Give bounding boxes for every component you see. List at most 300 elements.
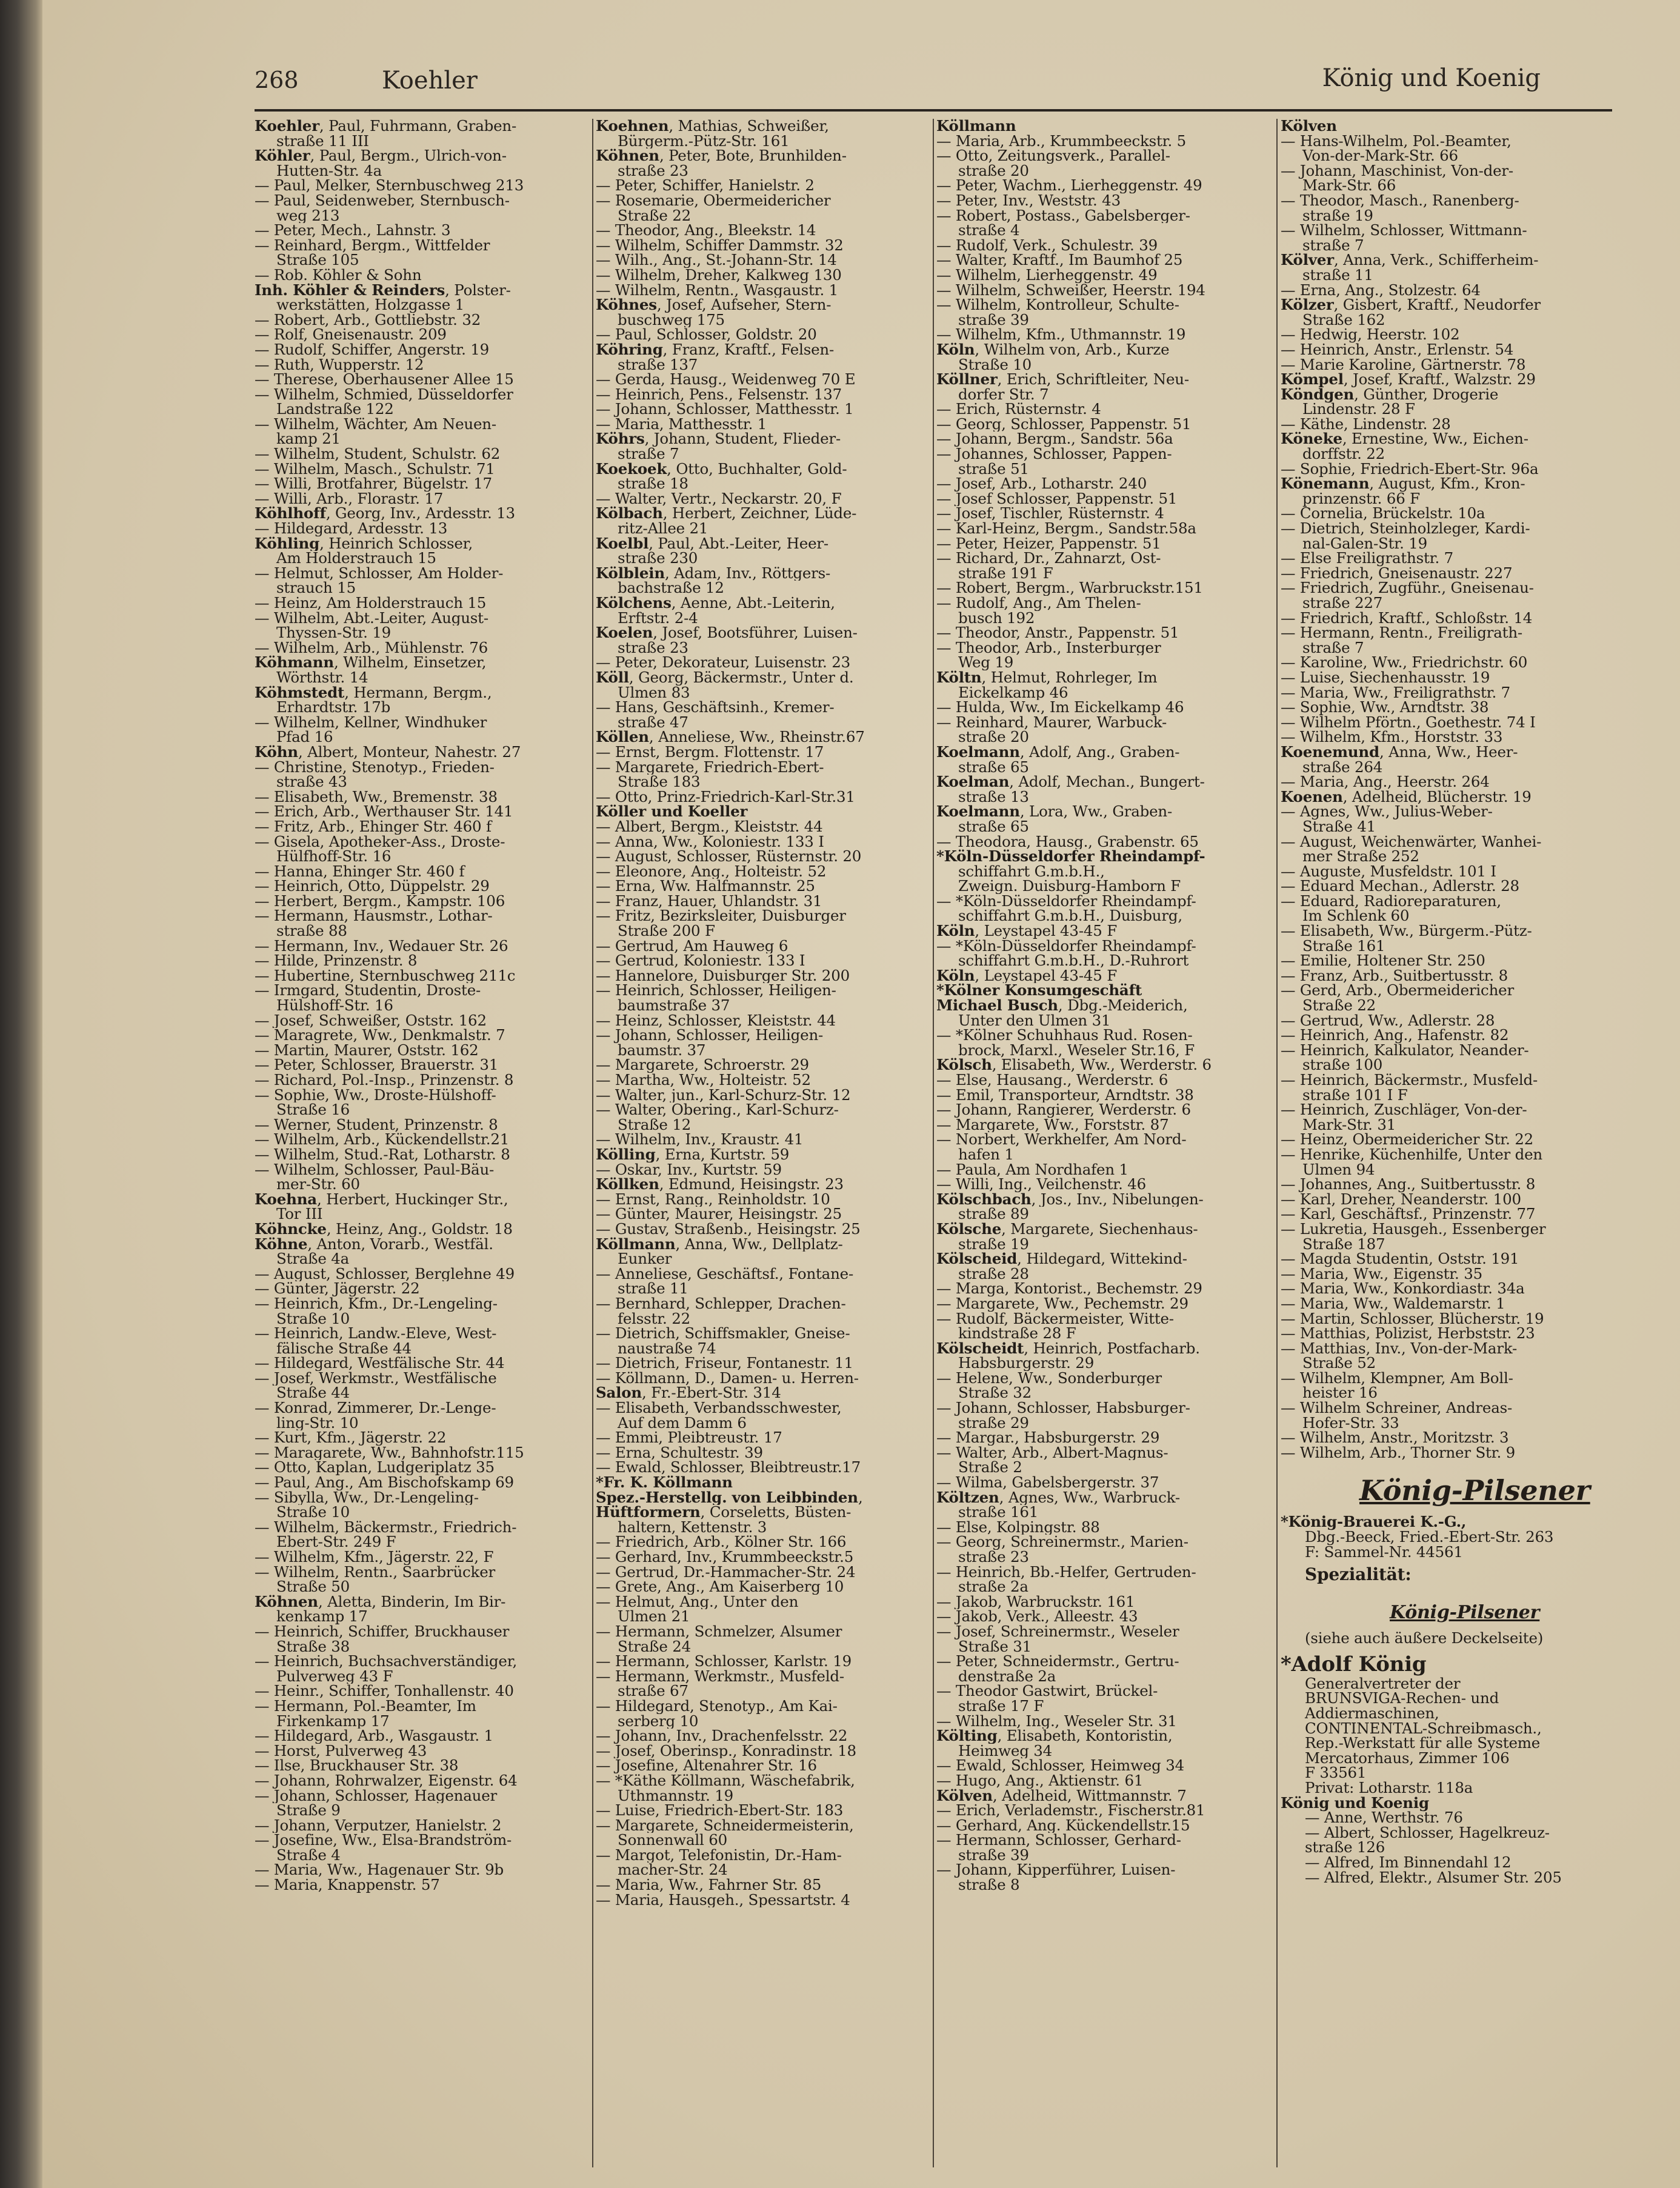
- entry-line: — Maragarete, Ww., Bahnhofstr.115: [255, 1445, 524, 1461]
- entry-line: — Wilhelm, Bäckermstr., Friedrich-: [255, 1519, 517, 1535]
- entry-line: kindstraße 28 F: [958, 1326, 1076, 1341]
- entry-line: — Reinhard, Bergm., Wittfelder: [255, 238, 490, 253]
- book-spine: [0, 0, 42, 2188]
- advert-line: *König-Brauerei K.-G.,: [1281, 1515, 1467, 1531]
- entry-line: — Walter, Obering., Karl-Schurz-: [596, 1102, 839, 1118]
- entry-line: baumstraße 37: [618, 998, 730, 1013]
- entry-line: — Heinrich, Anstr., Erlenstr. 54: [1281, 340, 1514, 358]
- entry-line: — Erna, Ang., Stolzestr. 64: [1281, 281, 1481, 299]
- spezialitaet-label: Spezialität:: [1305, 1564, 1412, 1585]
- entry-line: — Dietrich, Schiffsmakler, Gneise-: [596, 1326, 850, 1341]
- entry-line: Hülshoff-Str. 16: [276, 998, 393, 1013]
- entry-line: — Erna, Schultestr. 39: [596, 1445, 763, 1461]
- entry-line: Am Holderstrauch 15: [276, 551, 436, 566]
- entry-line: Straße 44: [276, 1386, 350, 1401]
- entry-line: Kölven: [1281, 119, 1337, 135]
- entry-line: — Albert, Bergm., Kleiststr. 44: [596, 819, 823, 835]
- entry-line: straße 39: [958, 312, 1029, 328]
- entry-line: — Georg, Schreinermstr., Marien-: [936, 1535, 1188, 1550]
- entry-line: Kölschbach, Jos., Inv., Nibelungen-: [936, 1192, 1204, 1207]
- entry-line: Ulmen 83: [618, 685, 690, 701]
- entry-line: Auf dem Damm 6: [618, 1415, 747, 1431]
- entry-line: — Köllmann, D., Damen- u. Herren-: [596, 1370, 859, 1386]
- entry-line: Straße 31: [958, 1639, 1032, 1655]
- advert-line: Privat: Lotharstr. 118a: [1305, 1778, 1473, 1796]
- entry-line: — Emmi, Pleibtreustr. 17: [596, 1430, 782, 1446]
- entry-line: — Otto, Zeitungsverk., Parallel-: [936, 148, 1170, 164]
- entry-line: straße 264: [1302, 758, 1383, 776]
- entry-line: Koelbl, Paul, Abt.-Leiter, Heer-: [596, 536, 828, 552]
- entry-line: — Peter, Heizer, Pappenstr. 51: [936, 536, 1161, 552]
- advert-line: Dbg.-Beeck, Fried.-Ebert-Str. 263: [1305, 1528, 1554, 1546]
- header-rule: [255, 109, 1612, 112]
- entry-line: — Johann, Bergm., Sandstr. 56a: [936, 432, 1173, 447]
- entry-line: Ulmen 21: [618, 1609, 690, 1624]
- entry-line: — Günter, Maurer, Heisingstr. 25: [596, 1207, 842, 1222]
- entry-line: Pfad 16: [276, 730, 333, 745]
- adolf-koenig-name: *Adolf König: [1281, 1652, 1427, 1676]
- entry-line: — Maria, Ww., Eigenstr. 35: [1281, 1264, 1482, 1282]
- entry-line: — Theodor, Anstr., Pappenstr. 51: [936, 625, 1179, 641]
- entry-line: Straße 4a: [276, 1252, 349, 1267]
- entry-line: Zweign. Duisburg-Hamborn F: [958, 879, 1181, 894]
- entry-line: — Wilhelm, Ing., Weseler Str. 31: [936, 1713, 1177, 1729]
- entry-line: Kölchens, Aenne, Abt.-Leiterin,: [596, 596, 835, 611]
- entry-line: — Walter, Arb., Albert-Magnus-: [936, 1445, 1168, 1461]
- entry-line: Erftstr. 2-4: [618, 610, 698, 626]
- entry-line: Koehler, Paul, Fuhrmann, Graben-: [255, 119, 517, 134]
- entry-line: Straße 10: [958, 357, 1032, 373]
- entry-line: *Kölner Konsumgeschäft: [936, 983, 1142, 999]
- entry-line: — Helmut, Ang., Unter den: [596, 1594, 799, 1610]
- entry-line: Köhler, Paul, Bergm., Ulrich-von-: [255, 148, 507, 164]
- entry-line: straße 20: [958, 163, 1029, 179]
- entry-line: hafen 1: [958, 1147, 1014, 1162]
- advert-line: straße 126: [1305, 1838, 1385, 1856]
- entry-line: — Rudolf, Bäckermeister, Witte-: [936, 1311, 1174, 1327]
- entry-line: Köhling, Heinrich Schlosser,: [255, 536, 473, 552]
- entry-line: — Hulda, Ww., Im Eickelkamp 46: [936, 700, 1184, 715]
- entry-line: — Hermann, Hausmstr., Lothar-: [255, 909, 493, 924]
- entry-line: Kölsch, Elisabeth, Ww., Werderstr. 6: [936, 1058, 1212, 1073]
- entry-line: — Reinhard, Maurer, Warbuck-: [936, 715, 1167, 730]
- entry-line: — Else, Hausang., Werderstr. 6: [936, 1073, 1168, 1088]
- entry-line: — Friedrich, Gneisenaustr. 227: [1281, 564, 1513, 582]
- entry-line: — Gustav, Straßenb., Heisingstr. 25: [596, 1221, 861, 1237]
- entry-line: — Gerd, Arb., Obermeidericher: [1281, 981, 1514, 999]
- entry-line: serberg 10: [618, 1713, 699, 1729]
- entry-line: Kölbach, Herbert, Zeichner, Lüde-: [596, 506, 857, 522]
- entry-line: — Wilhelm, Kfm., Jägerstr. 22, F: [255, 1550, 494, 1565]
- entry-line: — Theodor, Arb., Insterburger: [936, 640, 1161, 656]
- entry-line: — Wilhelm, Wächter, Am Neuen-: [255, 416, 496, 432]
- entry-line: Köhncke, Heinz, Ang., Goldstr. 18: [255, 1221, 513, 1237]
- entry-line: prinzenstr. 66 F: [1302, 489, 1420, 507]
- entry-line: — Margarete, Ww., Forststr. 87: [936, 1117, 1169, 1133]
- entry-line: Hüftformern, Corseletts, Büsten-: [596, 1505, 852, 1520]
- entry-line: — Johannes, Schlosser, Pappen-: [936, 447, 1172, 462]
- entry-line: Wörthstr. 14: [276, 670, 368, 685]
- advert-line: Addiermaschinen,: [1305, 1704, 1439, 1722]
- entry-line: — Auguste, Musfeldstr. 101 I: [1281, 862, 1496, 880]
- entry-line: — Günter, Jägerstr. 22: [255, 1281, 420, 1296]
- entry-line: — Heinrich, Zuschläger, Von-der-: [1281, 1101, 1527, 1119]
- entry-line: Pulverweg 43 F: [276, 1669, 393, 1684]
- entry-line: — Wilhelm, Kfm., Horststr. 33: [1281, 728, 1503, 746]
- entry-line: — Paul, Seidenweber, Sternbusch-: [255, 193, 510, 208]
- entry-line: — Irmgard, Studentin, Droste-: [255, 983, 481, 999]
- entry-line: — Johann, Kipperführer, Luisen-: [936, 1863, 1176, 1878]
- entry-line: — Hedwig, Heerstr. 102: [1281, 325, 1460, 344]
- entry-line: — Else Freiligrathstr. 7: [1281, 549, 1454, 567]
- entry-line: — Johann, Schlosser, Habsburger-: [936, 1401, 1190, 1416]
- entry-line: straße 19: [1302, 206, 1373, 224]
- entry-line: Koenen, Adelheid, Blücherstr. 19: [1281, 787, 1532, 805]
- entry-line: — *Köln-Düsseldorfer Rheindampf-: [936, 938, 1196, 954]
- entry-line: Köhne, Anton, Vorarb., Westfäl.: [255, 1236, 493, 1252]
- entry-line: — Paula, Am Nordhafen 1: [936, 1162, 1128, 1178]
- entry-line: Firkenkamp 17: [276, 1713, 390, 1729]
- page-header: [242, 64, 1619, 103]
- entry-line: — Anneliese, Geschäftsf., Fontane-: [596, 1266, 854, 1282]
- entry-line: Straße 200 F: [618, 924, 715, 939]
- entry-line: — *Käthe Köllmann, Wäschefabrik,: [596, 1773, 855, 1789]
- entry-line: straße 8: [958, 1878, 1020, 1893]
- entry-line: naustraße 74: [618, 1341, 716, 1356]
- entry-line: straße 51: [958, 461, 1029, 477]
- entry-line: — Maria, Arb., Krummbeeckstr. 5: [936, 133, 1187, 149]
- entry-line: — Maria, Ww., Freiligrathstr. 7: [1281, 683, 1511, 701]
- entry-line: — Wilhelm, Masch., Schulstr. 71: [255, 461, 495, 477]
- entry-line: — Theodor, Ang., Bleekstr. 14: [596, 223, 816, 238]
- entry-line: straße 7: [1302, 236, 1364, 254]
- entry-line: straße 19: [958, 1236, 1029, 1252]
- entry-line: — Maria, Ww., Fahrner Str. 85: [596, 1878, 822, 1893]
- entry-line: — Friedrich, Arb., Kölner Str. 166: [596, 1535, 847, 1550]
- entry-line: — Luise, Friedrich-Ebert-Str. 183: [596, 1803, 844, 1818]
- entry-line: — Heinrich, Landw.-Eleve, West-: [255, 1326, 497, 1341]
- entry-line: werkstätten, Holzgasse 1: [276, 298, 464, 313]
- entry-line: — Theodor, Masch., Ranenberg-: [1281, 191, 1519, 209]
- running-head-left: Koehler: [382, 67, 478, 95]
- entry-line: heister 16: [1302, 1384, 1378, 1402]
- entry-line: — Margarete, Ww., Pechemstr. 29: [936, 1296, 1188, 1312]
- advert-line: BRUNSVIGA-Rechen- und: [1305, 1689, 1499, 1707]
- entry-line: Koelmann, Adolf, Ang., Graben-: [936, 744, 1180, 760]
- entry-line: — Wilhelm, Arb., Thorner Str. 9: [1281, 1443, 1516, 1461]
- entry-line: — Hans, Geschäftsinh., Kremer-: [596, 700, 835, 715]
- entry-line: — Gerhard, Inv., Krummbeeckstr.5: [596, 1550, 854, 1565]
- entry-line: — Oskar, Inv., Kurtstr. 59: [596, 1162, 782, 1178]
- entry-line: — Johann, Schlosser, Heiligen-: [596, 1028, 824, 1043]
- entry-line: — Ilse, Bruckhauser Str. 38: [255, 1758, 459, 1773]
- advert-line: Rep.-Werkstatt für alle Systeme: [1305, 1734, 1541, 1752]
- entry-line: Köndgen, Günther, Drogerie: [1281, 385, 1499, 403]
- entry-line: — Therese, Oberhausener Allee 15: [255, 372, 514, 387]
- entry-line: — Hermann, Rentn., Freiligrath-: [1281, 624, 1522, 642]
- entry-line: — Josef, Schweißer, Oststr. 162: [255, 1013, 487, 1029]
- advert-line: CONTINENTAL-Schreibmasch.,: [1305, 1719, 1542, 1737]
- entry-line: — Ernst, Bergm. Flottenstr. 17: [596, 744, 824, 760]
- entry-line: Hülfhoff-Str. 16: [276, 849, 392, 864]
- entry-line: Spez.-Herstellg. von Leibbinden,: [596, 1490, 863, 1506]
- entry-line: — Elisabeth, Verbandsschwester,: [596, 1401, 842, 1416]
- entry-line: Bürgerm.-Pütz-Str. 161: [618, 133, 790, 149]
- running-head-right: König und Koenig: [1322, 64, 1541, 92]
- entry-line: — Walter, jun., Karl-Schurz-Str. 12: [596, 1087, 851, 1103]
- entry-line: schiffahrt G.m.b.H., Duisburg,: [958, 909, 1182, 924]
- entry-line: — Heinrich, Kfm., Dr.-Lengeling-: [255, 1296, 498, 1312]
- entry-line: — Matthias, Inv., Von-der-Mark-: [1281, 1339, 1518, 1357]
- brand-logo-koenig-pilsener: König-Pilsener: [1359, 1474, 1590, 1507]
- entry-line: — Gertrud, Am Hauweg 6: [596, 938, 788, 954]
- entry-line: Koenemund, Anna, Ww., Heer-: [1281, 742, 1518, 761]
- entry-line: — Wilhelm, Kontrolleur, Schulte-: [936, 298, 1179, 313]
- entry-line: brock, Marxl., Weseler Str.16, F: [958, 1042, 1195, 1058]
- entry-line: — Josef, Werkmstr., Westfälische: [255, 1370, 497, 1386]
- brand-logo-small: König-Pilsener: [1390, 1602, 1540, 1624]
- entry-line: Köln, Leystapel 43-45 F: [936, 924, 1118, 939]
- entry-line: Straße 161: [1302, 936, 1385, 955]
- entry-line: — Wilhelm, Abt.-Leiter, August-: [255, 610, 488, 626]
- entry-line: Von-der-Mark-Str. 66: [1302, 147, 1458, 165]
- entry-line: — Hermann, Schlosser, Gerhard-: [936, 1833, 1181, 1848]
- entry-line: — Peter, Schneidermstr., Gertru-: [936, 1654, 1179, 1669]
- entry-line: — Rudolf, Ang., Am Thelen-: [936, 596, 1141, 611]
- entry-line: — Lukretia, Hausgeh., Essenberger: [1281, 1219, 1546, 1238]
- entry-line: — Robert, Postass., Gabelsberger-: [936, 208, 1190, 224]
- entry-line: Hofer-Str. 33: [1302, 1413, 1399, 1432]
- entry-line: — Hermann, Schlosser, Karlstr. 19: [596, 1654, 852, 1669]
- entry-line: — Rudolf, Verk., Schulestr. 39: [936, 238, 1158, 253]
- entry-line: — Dietrich, Friseur, Fontanestr. 11: [596, 1356, 853, 1371]
- adolf-koenig-advert: [1281, 1676, 1617, 1796]
- entry-line: — Bernhard, Schlepper, Drachen-: [596, 1296, 846, 1312]
- entry-line: — Karl, Dreher, Neanderstr. 100: [1281, 1190, 1521, 1208]
- entry-line: dorffstr. 22: [1302, 445, 1385, 463]
- entry-line: — Johann, Maschinist, Von-der-: [1281, 161, 1514, 179]
- entry-line: — Hildegard, Arb., Wasgaustr. 1: [255, 1729, 493, 1744]
- entry-line: — Christine, Stenotyp., Frieden-: [255, 759, 495, 775]
- entry-line: straße 7: [1302, 638, 1364, 656]
- entry-line: — Marie Karoline, Gärtnerstr. 78: [1281, 355, 1526, 373]
- entry-line: — Wilma, Gabelsbergerstr. 37: [936, 1475, 1159, 1490]
- entry-line: — Georg, Schlosser, Pappenstr. 51: [936, 416, 1192, 432]
- entry-line: — Hugo, Ang., Aktienstr. 61: [936, 1773, 1144, 1789]
- entry-line: — Fritz, Arb., Ehinger Str. 460 f: [255, 819, 492, 835]
- entry-line: — Eleonore, Ang., Holteistr. 52: [596, 864, 827, 879]
- entry-line: — Sophie, Ww., Arndtstr. 38: [1281, 698, 1489, 716]
- entry-line: — Josef, Oberinsp., Konradinstr. 18: [596, 1743, 856, 1759]
- entry-line: — Hermann, Pol.-Beamter, Im: [255, 1698, 476, 1714]
- advert-line: Mercatorhaus, Zimmer 106: [1305, 1749, 1510, 1767]
- entry-line: — Margarete, Friedrich-Ebert-: [596, 759, 824, 775]
- entry-line: — Marga, Kontorist., Bechemstr. 29: [936, 1281, 1202, 1296]
- page-number: 268: [255, 67, 299, 93]
- entry-line: — Heinrich, Bb.-Helfer, Gertruden-: [936, 1564, 1196, 1580]
- entry-line: Thyssen-Str. 19: [276, 625, 392, 641]
- entry-line: haltern, Kettenstr. 3: [618, 1519, 767, 1535]
- entry-line: straße 11: [618, 1281, 688, 1296]
- entry-line: Köhn, Albert, Monteur, Nahestr. 27: [255, 744, 521, 760]
- entry-line: — Jakob, Verk., Alleestr. 43: [936, 1609, 1138, 1624]
- entry-line: Kölven, Adelheid, Wittmannstr. 7: [936, 1788, 1187, 1804]
- entry-line: — Ruth, Wupperstr. 12: [255, 357, 424, 373]
- entry-line: — Martha, Ww., Holteistr. 52: [596, 1073, 811, 1088]
- entry-line: Eickelkamp 46: [958, 685, 1068, 701]
- entry-line: Költn, Helmut, Rohrleger, Im: [936, 670, 1158, 685]
- entry-line: Köln, Leystapel 43-45 F: [936, 968, 1118, 984]
- entry-line: straße 227: [1302, 594, 1383, 612]
- entry-line: — Wilhelm, Inv., Kraustr. 41: [596, 1132, 804, 1147]
- entry-line: — Willi, Brotfahrer, Bügelstr. 17: [255, 476, 492, 492]
- entry-line: — Emil, Transporteur, Arndtstr. 38: [936, 1087, 1194, 1103]
- entry-line: — Heinrich, Pens., Felsenstr. 137: [596, 387, 842, 402]
- entry-line: — Gertrud, Ww., Adlerstr. 28: [1281, 1011, 1495, 1029]
- entry-line: straße 137: [618, 357, 698, 373]
- entry-line: — Norbert, Werkhelfer, Am Nord-: [936, 1132, 1187, 1147]
- entry-line: — Wilhelm, Rentn., Saarbrücker: [255, 1564, 496, 1580]
- entry-line: — Wilhelm, Dreher, Kalkweg 130: [596, 267, 842, 283]
- entry-line: — Hermann, Inv., Wedauer Str. 26: [255, 938, 508, 954]
- entry-line: — Hilde, Prinzenstr. 8: [255, 953, 418, 969]
- entry-line: — Wilhelm, Anstr., Moritzstr. 3: [1281, 1429, 1509, 1447]
- entry-line: — Maria, Ww., Waldemarstr. 1: [1281, 1294, 1505, 1312]
- entry-line: straße 230: [618, 551, 698, 566]
- entry-line: — Karl, Geschäftsf., Prinzenstr. 77: [1281, 1205, 1536, 1223]
- entry-line: — Rosemarie, Obermeidericher: [596, 193, 831, 208]
- entry-line: — Ewald, Schlosser, Bleibtreustr.17: [596, 1460, 861, 1476]
- entry-line: — Maragrete, Ww., Denkmalstr. 7: [255, 1028, 505, 1043]
- entry-line: — Konrad, Zimmerer, Dr.-Lenge-: [255, 1401, 496, 1416]
- entry-line: — Peter, Schiffer, Hanielstr. 2: [596, 178, 815, 193]
- entry-line: straße 4: [958, 223, 1020, 238]
- entry-line: straße 29: [958, 1415, 1029, 1431]
- entry-line: Straße 4: [276, 1847, 341, 1863]
- entry-line: — Helmut, Schlosser, Am Holder-: [255, 565, 504, 581]
- entry-line: straße 101 I F: [1302, 1086, 1408, 1104]
- entry-line: Straße 2: [958, 1460, 1022, 1476]
- entry-line: Sonnenwall 60: [618, 1833, 727, 1848]
- entry-line: — Wilhelm, Schmied, Düsseldorfer: [255, 387, 513, 402]
- entry-line: straße 65: [958, 819, 1029, 835]
- entry-line: — Theodor Gastwirt, Brückel-: [936, 1684, 1158, 1699]
- entry-line: felsstr. 22: [618, 1311, 690, 1327]
- entry-line: — Friedrich, Zugführ., Gneisenau-: [1281, 579, 1534, 597]
- entry-line: — Johannes, Ang., Suitbertusstr. 8: [1281, 1175, 1536, 1193]
- entry-line: — Hildegard, Stenotyp., Am Kai-: [596, 1698, 838, 1714]
- entry-line: *Köln-Düsseldorfer Rheindampf-: [936, 849, 1205, 864]
- entry-line: — Josef, Arb., Lotharstr. 240: [936, 476, 1147, 492]
- entry-line: straße 18: [618, 476, 688, 492]
- advert-line: — Albert, Schlosser, Hagelkreuz-: [1305, 1823, 1550, 1841]
- entry-line: — Martin, Schlosser, Blücherstr. 19: [1281, 1309, 1544, 1327]
- entry-line: — Wilhelm, Rentn., Wasgaustr. 1: [596, 282, 839, 298]
- entry-line: — Walter, Vertr., Neckarstr. 20, F: [596, 491, 842, 507]
- entry-line: baumstr. 37: [618, 1042, 706, 1058]
- entry-line: Tor III: [276, 1207, 323, 1222]
- entry-line: — Ernst, Rang., Reinholdstr. 10: [596, 1192, 830, 1207]
- entry-line: — Wilhelm, Schweißer, Heerstr. 194: [936, 282, 1205, 298]
- brewery-advert: [1281, 1515, 1617, 1559]
- entry-line: — Josef Schlosser, Pappenstr. 51: [936, 491, 1178, 507]
- entry-line: Straße 32: [958, 1386, 1032, 1401]
- entry-line: — Wilhelm, Stud.-Rat, Lotharstr. 8: [255, 1147, 510, 1162]
- entry-line: straße 13: [958, 789, 1029, 805]
- entry-line: macher-Str. 24: [618, 1863, 728, 1878]
- entry-line: Köhring, Franz, Kraftf., Felsen-: [596, 342, 835, 358]
- entry-line: — Wilhelm Pförtn., Goethestr. 74 I: [1281, 713, 1536, 731]
- entry-line: Straße 10: [276, 1505, 350, 1520]
- entry-line: straße 43: [276, 775, 347, 790]
- entry-line: — Maria, Ww., Hagenauer Str. 9b: [255, 1863, 504, 1878]
- entry-line: straße 67: [618, 1684, 688, 1699]
- entry-line: — Heinrich, Bäckermstr., Musfeld-: [1281, 1071, 1538, 1089]
- entry-line: Költzen, Agnes, Ww., Warbruck-: [936, 1490, 1180, 1506]
- entry-line: — Werner, Student, Prinzenstr. 8: [255, 1117, 498, 1133]
- entry-line: Köneke, Ernestine, Ww., Eichen-: [1281, 430, 1528, 448]
- entry-line: Koehnen, Mathias, Schweißer,: [596, 119, 829, 134]
- entry-line: mer Straße 252: [1302, 847, 1419, 866]
- entry-line: — Matthias, Polizist, Herbststr. 23: [1281, 1324, 1535, 1342]
- directory-column-4: [1281, 119, 1617, 1885]
- entry-line: straße 100: [1302, 1056, 1383, 1074]
- entry-line: — Hans-Wilhelm, Pol.-Beamter,: [1281, 132, 1512, 150]
- entry-line: — Wilhelm, Kfm., Uthmannstr. 19: [936, 327, 1186, 342]
- entry-line: straße 65: [958, 759, 1029, 775]
- entry-line: Ebert-Str. 249 F: [276, 1535, 396, 1550]
- entry-line: nal-Galen-Str. 19: [1302, 534, 1428, 552]
- entry-line: straße 191 F: [958, 565, 1053, 581]
- entry-line: — Heinrich, Buchsachverständiger,: [255, 1654, 518, 1669]
- entry-line: — August, Schlosser, Berglehne 49: [255, 1266, 515, 1282]
- entry-line: Koehna, Herbert, Huckinger Str.,: [255, 1192, 508, 1207]
- entry-line: — Herbert, Bergm., Kampstr. 106: [255, 893, 505, 909]
- directory-column-2: [596, 119, 935, 1907]
- entry-line: — Hanna, Ehinger Str. 460 f: [255, 864, 465, 879]
- entry-line: — Hildegard, Westfälische Str. 44: [255, 1356, 505, 1371]
- entry-line: Köller und Koeller: [596, 804, 748, 819]
- entry-line: Köllmann: [936, 119, 1016, 134]
- entry-line: — Rob. Köhler & Sohn: [255, 267, 422, 283]
- entry-line: — Elisabeth, Ww., Bürgerm.-Pütz-: [1281, 922, 1532, 940]
- entry-line: Köllmann, Anna, Ww., Dellplatz-: [596, 1236, 843, 1252]
- entry-line: Koelmann, Lora, Ww., Graben-: [936, 804, 1173, 819]
- entry-line: — Rudolf, Schiffer, Angerstr. 19: [255, 342, 490, 358]
- entry-line: schiffahrt G.m.b.H.,: [958, 864, 1105, 879]
- entry-line: — Fritz, Bezirksleiter, Duisburger: [596, 909, 846, 924]
- entry-line: — Ewald, Schlosser, Heimweg 34: [936, 1758, 1185, 1773]
- entry-line: — August, Weichenwärter, Wanhei-: [1281, 832, 1542, 850]
- entry-line: — Peter, Mech., Lahnstr. 3: [255, 223, 451, 238]
- entry-line: — Wilh., Ang., St.-Johann-Str. 14: [596, 253, 837, 268]
- entry-line: — Johann, Inv., Drachenfelsstr. 22: [596, 1729, 848, 1744]
- entry-line: — Johann, Rangierer, Werderstr. 6: [936, 1102, 1191, 1118]
- entry-line: — Hermann, Schmelzer, Alsumer: [596, 1624, 842, 1639]
- entry-line: Mark-Str. 66: [1302, 176, 1396, 195]
- entry-line: weg 213: [276, 208, 340, 224]
- entry-line: — Gertrud, Dr.-Hammacher-Str. 24: [596, 1564, 856, 1580]
- entry-line: Straße 22: [618, 208, 691, 224]
- entry-line: Koelen, Josef, Bootsführer, Luisen-: [596, 625, 858, 641]
- entry-line: Straße 105: [276, 253, 359, 268]
- entry-line: straße 11 III: [276, 133, 369, 149]
- entry-line: — Wilhelm, Schlosser, Paul-Bäu-: [255, 1162, 495, 1178]
- entry-line: — Karl-Heinz, Bergm., Sandstr.58a: [936, 521, 1196, 536]
- entry-line: — Käthe, Lindenstr. 28: [1281, 415, 1451, 433]
- entry-line: — *Köln-Düsseldorfer Rheindampf-: [936, 893, 1196, 909]
- entry-line: bachstraße 12: [618, 581, 724, 596]
